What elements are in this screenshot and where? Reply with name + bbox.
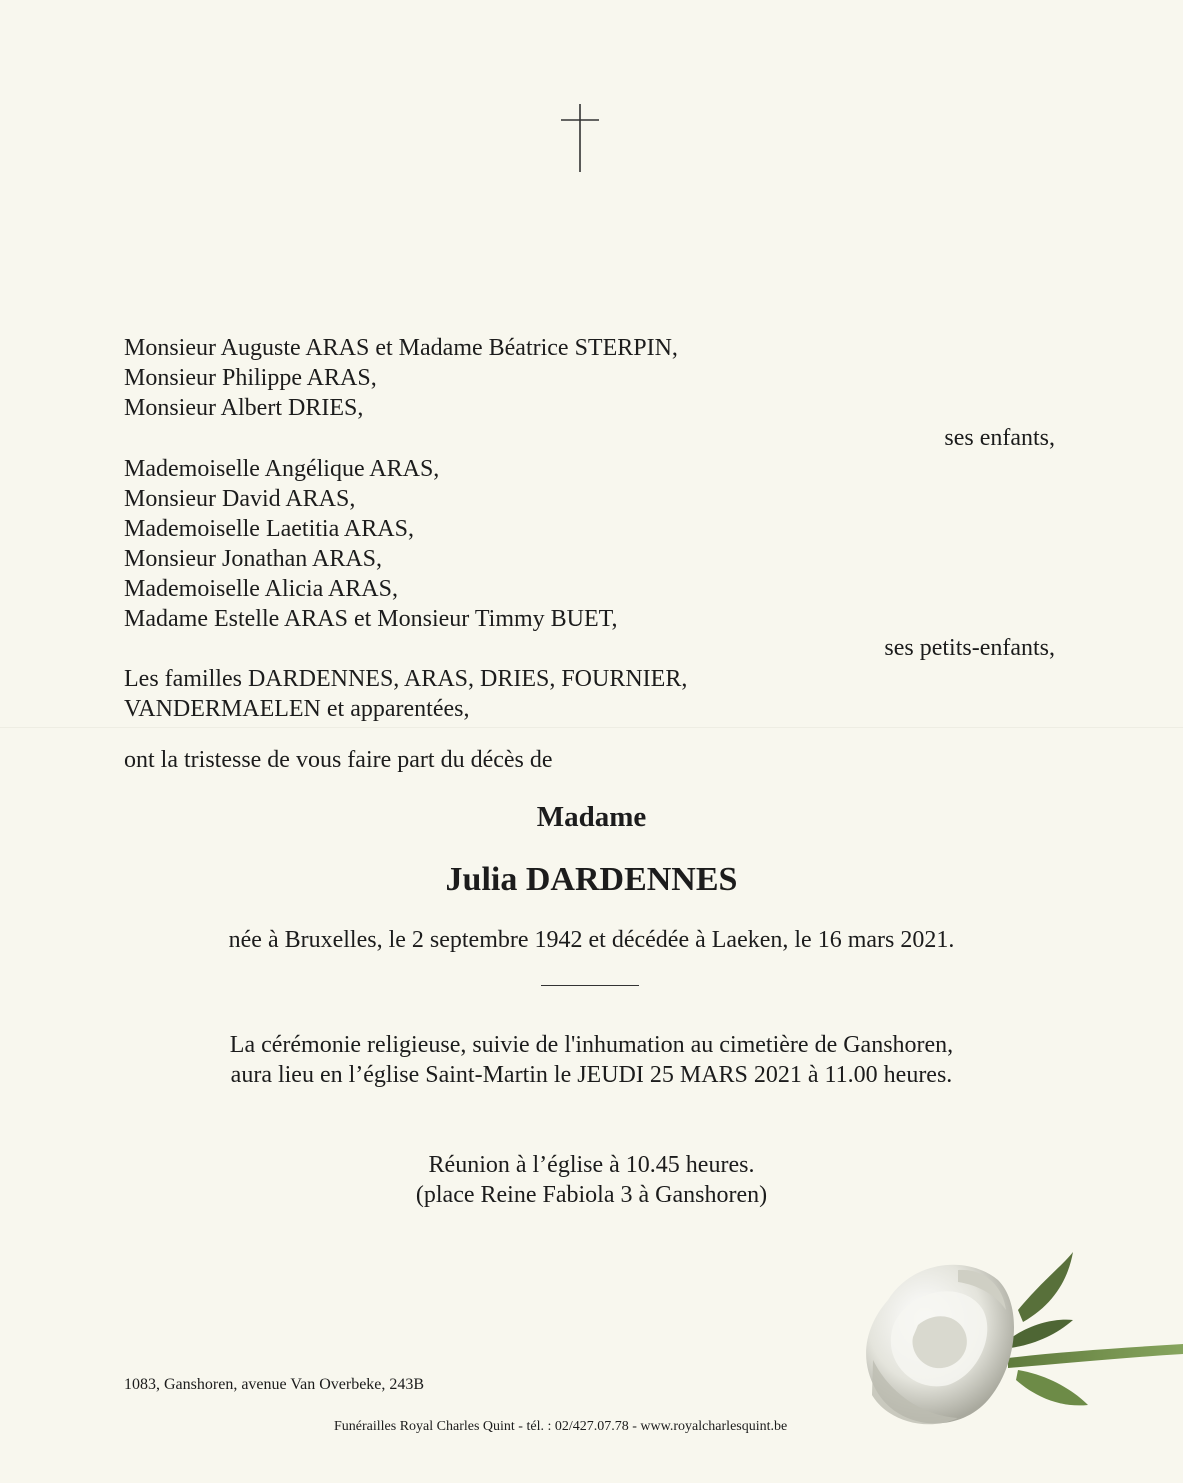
grandchildren-line: Mademoiselle Laetitia ARAS, <box>124 516 414 542</box>
families-line: VANDERMAELEN et apparentées, <box>124 696 470 722</box>
grandchildren-line: Mademoiselle Alicia ARAS, <box>124 576 398 602</box>
grandchildren-line: Mademoiselle Angélique ARAS, <box>124 456 440 482</box>
children-line: Monsieur Auguste ARAS et Madame Béatrice STERPIN, <box>124 335 678 361</box>
deceased-name: Julia DARDENNES <box>445 861 738 898</box>
separator-rule <box>541 985 639 986</box>
grandchildren-line: Monsieur Jonathan ARAS, <box>124 546 382 572</box>
funeral-home-footer: Funérailles Royal Charles Quint - tél. : 02/427.07.78 - www.royalcharlesquint.be <box>334 1419 788 1434</box>
honorific: Madame <box>536 801 647 833</box>
meeting-line: Réunion à l’église à 10.45 heures. <box>428 1152 755 1178</box>
intro-text: ont la tristesse de vous faire part du décès de <box>124 747 553 773</box>
white-rose-image <box>858 1240 1183 1483</box>
cross-icon <box>560 104 600 174</box>
children-line: Monsieur Albert DRIES, <box>124 395 364 421</box>
grandchildren-line: Monsieur David ARAS, <box>124 486 356 512</box>
fold-line <box>0 727 1183 728</box>
children-role: ses enfants, <box>944 425 1055 451</box>
grandchildren-role: ses petits-enfants, <box>884 635 1055 661</box>
ceremony-line: La cérémonie religieuse, suivie de l'inhumation au cimetière de Ganshoren, <box>229 1032 954 1058</box>
life-dates: née à Bruxelles, le 2 septembre 1942 et décédée à Laeken, le 16 mars 2021. <box>228 927 955 953</box>
families-line: Les familles DARDENNES, ARAS, DRIES, FOURNIER, <box>124 666 688 692</box>
grandchildren-line: Madame Estelle ARAS et Monsieur Timmy BUET, <box>124 606 618 632</box>
meeting-line: (place Reine Fabiola 3 à Ganshoren) <box>415 1182 768 1208</box>
ceremony-line: aura lieu en l’église Saint-Martin le JEUDI 25 MARS 2021 à 11.00 heures. <box>230 1062 953 1088</box>
address: 1083, Ganshoren, avenue Van Overbeke, 243B <box>124 1376 425 1393</box>
children-line: Monsieur Philippe ARAS, <box>124 365 377 391</box>
